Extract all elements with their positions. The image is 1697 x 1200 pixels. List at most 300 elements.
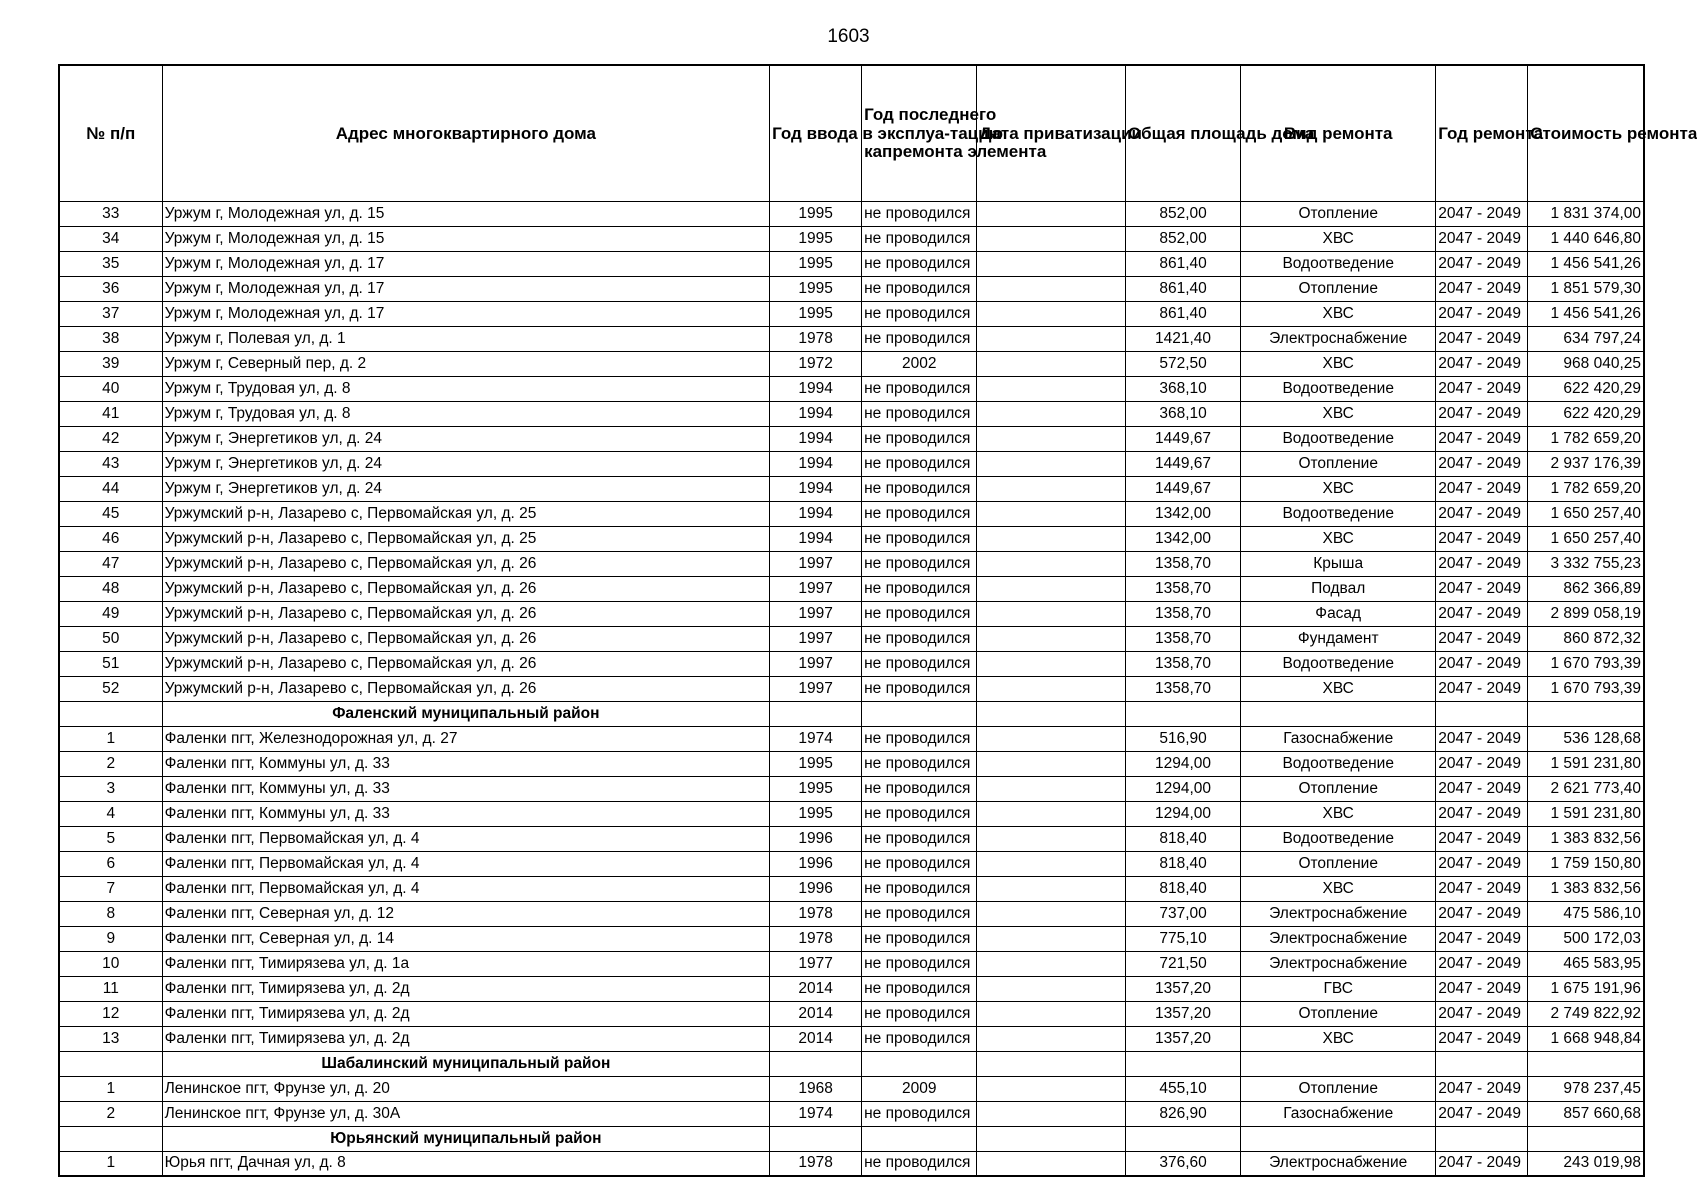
privatization-cell: [977, 451, 1126, 476]
table-row: [59, 201, 1644, 226]
last-repair-cell: не проводился: [862, 201, 977, 226]
cost-cell: 978 237,45: [1528, 1076, 1644, 1101]
last-repair-cell: не проводился: [862, 801, 977, 826]
empty-cell: [1241, 1051, 1436, 1076]
repair-years-cell: 2047 - 2049: [1436, 326, 1528, 351]
repair-type-cell: ХВС: [1241, 876, 1436, 901]
repair-years-cell: 2047 - 2049: [1436, 951, 1528, 976]
row-number: 1: [59, 726, 162, 751]
privatization-cell: [977, 301, 1126, 326]
privatization-cell: [977, 276, 1126, 301]
table-row: [59, 301, 1644, 326]
last-repair-cell: не проводился: [862, 301, 977, 326]
repair-years-cell: 2047 - 2049: [1436, 501, 1528, 526]
repair-years-cell: 2047 - 2049: [1436, 301, 1528, 326]
area-cell: 1358,70: [1125, 651, 1240, 676]
cost-cell: 1 782 659,20: [1528, 476, 1644, 501]
year-built-cell: 1997: [770, 651, 862, 676]
area-cell: 818,40: [1125, 876, 1240, 901]
address-cell: Уржумский р-н, Лазарево с, Первомайская ул, д. 26: [162, 601, 770, 626]
cost-cell: 1 650 257,40: [1528, 526, 1644, 551]
last-repair-cell: не проводился: [862, 826, 977, 851]
repair-type-cell: Отопление: [1241, 451, 1436, 476]
repair-type-cell: ХВС: [1241, 226, 1436, 251]
row-number: 48: [59, 576, 162, 601]
row-number: 9: [59, 926, 162, 951]
table-row: [59, 351, 1644, 376]
area-cell: 1342,00: [1125, 526, 1240, 551]
last-repair-cell: не проводился: [862, 876, 977, 901]
table-row: [59, 576, 1644, 601]
table-row: [59, 1151, 1644, 1176]
repair-type-cell: Газоснабжение: [1241, 1101, 1436, 1126]
table-row: [59, 776, 1644, 801]
year-built-cell: 1994: [770, 376, 862, 401]
last-repair-cell: не проводился: [862, 601, 977, 626]
table-row: [59, 951, 1644, 976]
table-row: [59, 651, 1644, 676]
row-number: 7: [59, 876, 162, 901]
address-cell: Уржумский р-н, Лазарево с, Первомайская ул, д. 25: [162, 526, 770, 551]
repair-years-cell: 2047 - 2049: [1436, 1001, 1528, 1026]
area-cell: 1449,67: [1125, 426, 1240, 451]
last-repair-cell: не проводился: [862, 676, 977, 701]
row-number: 10: [59, 951, 162, 976]
repair-type-cell: ХВС: [1241, 676, 1436, 701]
row-number: 6: [59, 851, 162, 876]
table-row: [59, 901, 1644, 926]
repair-years-cell: 2047 - 2049: [1436, 1151, 1528, 1176]
privatization-cell: [977, 1101, 1126, 1126]
repair-years-cell: 2047 - 2049: [1436, 251, 1528, 276]
table-row: [59, 676, 1644, 701]
empty-cell: [1528, 1051, 1644, 1076]
last-repair-cell: не проводился: [862, 376, 977, 401]
row-number: 51: [59, 651, 162, 676]
area-cell: 1358,70: [1125, 626, 1240, 651]
area-cell: 861,40: [1125, 301, 1240, 326]
repair-type-cell: Отопление: [1241, 1076, 1436, 1101]
year-built-cell: 1997: [770, 601, 862, 626]
repair-type-cell: ГВС: [1241, 976, 1436, 1001]
district-header-row: [59, 1051, 1644, 1076]
last-repair-cell: не проводился: [862, 1001, 977, 1026]
cost-cell: 857 660,68: [1528, 1101, 1644, 1126]
table-row: [59, 826, 1644, 851]
row-number: 5: [59, 826, 162, 851]
area-cell: 1358,70: [1125, 676, 1240, 701]
row-number: 36: [59, 276, 162, 301]
area-cell: 737,00: [1125, 901, 1240, 926]
table-row: [59, 376, 1644, 401]
repair-type-cell: Водоотведение: [1241, 426, 1436, 451]
address-cell: Уржум г, Молодежная ул, д. 15: [162, 226, 770, 251]
repair-schedule-table: [58, 64, 1697, 1177]
year-built-cell: 1997: [770, 676, 862, 701]
repair-years-cell: 2047 - 2049: [1436, 426, 1528, 451]
district-name: Юрьянский муниципальный район: [162, 1126, 770, 1151]
row-number: 47: [59, 551, 162, 576]
empty-cell: [59, 1126, 162, 1151]
year-built-cell: 1978: [770, 901, 862, 926]
table-row: [59, 626, 1644, 651]
repair-years-cell: 2047 - 2049: [1436, 676, 1528, 701]
row-number: 45: [59, 501, 162, 526]
area-cell: 1342,00: [1125, 501, 1240, 526]
repair-type-cell: Подвал: [1241, 576, 1436, 601]
repair-type-cell: Водоотведение: [1241, 501, 1436, 526]
header-privatization: Дата приватизации: [977, 65, 1126, 201]
area-cell: 1294,00: [1125, 751, 1240, 776]
empty-cell: [770, 701, 862, 726]
cost-cell: 2 899 058,19: [1528, 601, 1644, 626]
row-number: 50: [59, 626, 162, 651]
privatization-cell: [977, 376, 1126, 401]
privatization-cell: [977, 726, 1126, 751]
last-repair-cell: не проводился: [862, 776, 977, 801]
cost-cell: 1 456 541,26: [1528, 301, 1644, 326]
cost-cell: 2 621 773,40: [1528, 776, 1644, 801]
cost-cell: 1 383 832,56: [1528, 876, 1644, 901]
repair-type-cell: Водоотведение: [1241, 376, 1436, 401]
header-repair-years: Год ремонта: [1436, 65, 1528, 201]
address-cell: Уржумский р-н, Лазарево с, Первомайская ул, д. 25: [162, 501, 770, 526]
repair-years-cell: 2047 - 2049: [1436, 526, 1528, 551]
repair-years-cell: 2047 - 2049: [1436, 551, 1528, 576]
empty-cell: [1125, 701, 1240, 726]
repair-type-cell: Отопление: [1241, 276, 1436, 301]
empty-cell: [1125, 1051, 1240, 1076]
repair-years-cell: 2047 - 2049: [1436, 226, 1528, 251]
area-cell: 1449,67: [1125, 476, 1240, 501]
last-repair-cell: не проводился: [862, 951, 977, 976]
year-built-cell: 1994: [770, 476, 862, 501]
row-number: 40: [59, 376, 162, 401]
privatization-cell: [977, 351, 1126, 376]
year-built-cell: 1996: [770, 851, 862, 876]
address-cell: Фаленки пгт, Железнодорожная ул, д. 27: [162, 726, 770, 751]
last-repair-cell: не проводился: [862, 226, 977, 251]
repair-type-cell: Фасад: [1241, 601, 1436, 626]
area-cell: 775,10: [1125, 926, 1240, 951]
privatization-cell: [977, 926, 1126, 951]
year-built-cell: 1995: [770, 301, 862, 326]
repair-years-cell: 2047 - 2049: [1436, 1101, 1528, 1126]
empty-cell: [977, 1051, 1126, 1076]
last-repair-cell: не проводился: [862, 1151, 977, 1176]
year-built-cell: 1995: [770, 776, 862, 801]
year-built-cell: 1978: [770, 1151, 862, 1176]
table-row: [59, 976, 1644, 1001]
area-cell: 1294,00: [1125, 801, 1240, 826]
cost-cell: 1 675 191,96: [1528, 976, 1644, 1001]
cost-cell: 1 456 541,26: [1528, 251, 1644, 276]
row-number: 1: [59, 1076, 162, 1101]
repair-type-cell: Водоотведение: [1241, 251, 1436, 276]
repair-type-cell: Отопление: [1241, 201, 1436, 226]
area-cell: 852,00: [1125, 226, 1240, 251]
cost-cell: 860 872,32: [1528, 626, 1644, 651]
repair-type-cell: Отопление: [1241, 851, 1436, 876]
cost-cell: 1 670 793,39: [1528, 676, 1644, 701]
year-built-cell: 1972: [770, 351, 862, 376]
privatization-cell: [977, 426, 1126, 451]
row-number: 1: [59, 1151, 162, 1176]
cost-cell: 465 583,95: [1528, 951, 1644, 976]
area-cell: 368,10: [1125, 401, 1240, 426]
repair-years-cell: 2047 - 2049: [1436, 376, 1528, 401]
cost-cell: 1 759 150,80: [1528, 851, 1644, 876]
cost-cell: 3 332 755,23: [1528, 551, 1644, 576]
table-row: [59, 876, 1644, 901]
table-row: [59, 726, 1644, 751]
cost-cell: 1 670 793,39: [1528, 651, 1644, 676]
cost-cell: 1 782 659,20: [1528, 426, 1644, 451]
table-row: [59, 226, 1644, 251]
last-repair-cell: не проводился: [862, 926, 977, 951]
year-built-cell: 1994: [770, 451, 862, 476]
year-built-cell: 1994: [770, 526, 862, 551]
district-name: Шабалинский муниципальный район: [162, 1051, 770, 1076]
year-built-cell: 2014: [770, 1001, 862, 1026]
privatization-cell: [977, 1026, 1126, 1051]
area-cell: 1357,20: [1125, 1001, 1240, 1026]
area-cell: 1449,67: [1125, 451, 1240, 476]
year-built-cell: 1968: [770, 1076, 862, 1101]
table-row: [59, 601, 1644, 626]
cost-cell: 1 591 231,80: [1528, 801, 1644, 826]
address-cell: Юрья пгт, Дачная ул, д. 8: [162, 1151, 770, 1176]
year-built-cell: 1997: [770, 551, 862, 576]
address-cell: Уржумский р-н, Лазарево с, Первомайская ул, д. 26: [162, 576, 770, 601]
privatization-cell: [977, 826, 1126, 851]
repair-years-cell: 2047 - 2049: [1436, 1026, 1528, 1051]
address-cell: Фаленки пгт, Тимирязева ул, д. 1а: [162, 951, 770, 976]
row-number: 3: [59, 776, 162, 801]
cost-cell: 2 749 822,92: [1528, 1001, 1644, 1026]
last-repair-cell: не проводился: [862, 976, 977, 1001]
table-row: [59, 526, 1644, 551]
empty-cell: [1436, 701, 1528, 726]
address-cell: Уржум г, Молодежная ул, д. 15: [162, 201, 770, 226]
repair-years-cell: 2047 - 2049: [1436, 476, 1528, 501]
last-repair-cell: не проводился: [862, 901, 977, 926]
address-cell: Фаленки пгт, Тимирязева ул, д. 2д: [162, 976, 770, 1001]
table-row: [59, 251, 1644, 276]
year-built-cell: 1995: [770, 801, 862, 826]
empty-cell: [59, 1051, 162, 1076]
repair-type-cell: Водоотведение: [1241, 651, 1436, 676]
privatization-cell: [977, 201, 1126, 226]
year-built-cell: 1974: [770, 1101, 862, 1126]
privatization-cell: [977, 651, 1126, 676]
repair-years-cell: 2047 - 2049: [1436, 926, 1528, 951]
address-cell: Уржум г, Северный пер, д. 2: [162, 351, 770, 376]
privatization-cell: [977, 976, 1126, 1001]
repair-years-cell: 2047 - 2049: [1436, 451, 1528, 476]
area-cell: 818,40: [1125, 851, 1240, 876]
address-cell: Ленинское пгт, Фрунзе ул, д. 20: [162, 1076, 770, 1101]
last-repair-cell: не проводился: [862, 276, 977, 301]
repair-type-cell: ХВС: [1241, 1026, 1436, 1051]
repair-years-cell: 2047 - 2049: [1436, 876, 1528, 901]
table-row: [59, 426, 1644, 451]
empty-cell: [977, 701, 1126, 726]
last-repair-cell: не проводился: [862, 251, 977, 276]
last-repair-cell: не проводился: [862, 626, 977, 651]
privatization-cell: [977, 401, 1126, 426]
repair-years-cell: 2047 - 2049: [1436, 601, 1528, 626]
last-repair-cell: не проводился: [862, 651, 977, 676]
header-last-repair-top: Год последнего: [864, 105, 997, 125]
table-row: [59, 1101, 1644, 1126]
repair-type-cell: Электроснабжение: [1241, 326, 1436, 351]
empty-cell: [1241, 701, 1436, 726]
table-row: [59, 926, 1644, 951]
empty-cell: [770, 1051, 862, 1076]
cost-cell: 2 937 176,39: [1528, 451, 1644, 476]
empty-cell: [1436, 1051, 1528, 1076]
row-number: 38: [59, 326, 162, 351]
header-address: Адрес многоквартирного дома: [162, 65, 770, 201]
year-built-cell: 1995: [770, 276, 862, 301]
year-built-cell: 1996: [770, 826, 862, 851]
repair-type-cell: Крыша: [1241, 551, 1436, 576]
privatization-cell: [977, 551, 1126, 576]
repair-type-cell: Фундамент: [1241, 626, 1436, 651]
privatization-cell: [977, 1076, 1126, 1101]
area-cell: 455,10: [1125, 1076, 1240, 1101]
area-cell: 1357,20: [1125, 1026, 1240, 1051]
address-cell: Фаленки пгт, Первомайская ул, д. 4: [162, 876, 770, 901]
address-cell: Уржум г, Энергетиков ул, д. 24: [162, 451, 770, 476]
repair-type-cell: Электроснабжение: [1241, 926, 1436, 951]
row-number: 35: [59, 251, 162, 276]
year-built-cell: 1995: [770, 251, 862, 276]
repair-type-cell: Водоотведение: [1241, 751, 1436, 776]
row-number: 2: [59, 751, 162, 776]
repair-years-cell: 2047 - 2049: [1436, 626, 1528, 651]
address-cell: Фаленки пгт, Тимирязева ул, д. 2д: [162, 1001, 770, 1026]
row-number: 2: [59, 1101, 162, 1126]
repair-years-cell: 2047 - 2049: [1436, 651, 1528, 676]
repair-type-cell: Отопление: [1241, 776, 1436, 801]
repair-years-cell: 2047 - 2049: [1436, 851, 1528, 876]
year-built-cell: 1997: [770, 626, 862, 651]
last-repair-cell: не проводился: [862, 1101, 977, 1126]
year-built-cell: 1995: [770, 751, 862, 776]
address-cell: Уржум г, Трудовая ул, д. 8: [162, 401, 770, 426]
privatization-cell: [977, 1151, 1126, 1176]
row-number: 42: [59, 426, 162, 451]
cost-cell: 634 797,24: [1528, 326, 1644, 351]
table-row: [59, 751, 1644, 776]
table-row: [59, 851, 1644, 876]
year-built-cell: 1977: [770, 951, 862, 976]
repair-years-cell: 2047 - 2049: [1436, 776, 1528, 801]
repair-type-cell: ХВС: [1241, 476, 1436, 501]
last-repair-cell: не проводился: [862, 476, 977, 501]
row-number: 46: [59, 526, 162, 551]
table-row: [59, 401, 1644, 426]
empty-cell: [1528, 1126, 1644, 1151]
privatization-cell: [977, 226, 1126, 251]
year-built-cell: 1994: [770, 501, 862, 526]
row-number: 8: [59, 901, 162, 926]
address-cell: Фаленки пгт, Тимирязева ул, д. 2д: [162, 1026, 770, 1051]
cost-cell: 1 383 832,56: [1528, 826, 1644, 851]
table-row: [59, 501, 1644, 526]
table-row: [59, 1026, 1644, 1051]
year-built-cell: 2014: [770, 976, 862, 1001]
header-last-repair-bottom: капремонта элемента: [864, 142, 1047, 162]
row-number: 49: [59, 601, 162, 626]
row-number: 4: [59, 801, 162, 826]
address-cell: Ленинское пгт, Фрунзе ул, д. 30А: [162, 1101, 770, 1126]
table-row: [59, 1001, 1644, 1026]
last-repair-cell: не проводился: [862, 326, 977, 351]
cost-cell: 1 440 646,80: [1528, 226, 1644, 251]
area-cell: 861,40: [1125, 251, 1240, 276]
year-built-cell: 1997: [770, 576, 862, 601]
header-cost: Стоимость ремонта: [1528, 65, 1644, 201]
table-body: [59, 201, 1644, 1176]
area-cell: 376,60: [1125, 1151, 1240, 1176]
area-cell: 516,90: [1125, 726, 1240, 751]
privatization-cell: [977, 801, 1126, 826]
year-built-cell: 1978: [770, 326, 862, 351]
cost-cell: 968 040,25: [1528, 351, 1644, 376]
repair-type-cell: Газоснабжение: [1241, 726, 1436, 751]
district-header-row: [59, 1126, 1644, 1151]
empty-cell: [1125, 1126, 1240, 1151]
privatization-cell: [977, 526, 1126, 551]
address-cell: Фаленки пгт, Коммуны ул, д. 33: [162, 801, 770, 826]
repair-years-cell: 2047 - 2049: [1436, 751, 1528, 776]
header-repair-type: Вид ремонта: [1241, 65, 1436, 201]
cost-cell: 1 650 257,40: [1528, 501, 1644, 526]
repair-years-cell: 2047 - 2049: [1436, 976, 1528, 1001]
table-row: [59, 276, 1644, 301]
address-cell: Уржум г, Молодежная ул, д. 17: [162, 276, 770, 301]
privatization-cell: [977, 851, 1126, 876]
privatization-cell: [977, 951, 1126, 976]
area-cell: 368,10: [1125, 376, 1240, 401]
page-number: 1603: [827, 26, 870, 47]
address-cell: Уржум г, Полевая ул, д. 1: [162, 326, 770, 351]
row-number: 13: [59, 1026, 162, 1051]
cost-cell: 622 420,29: [1528, 376, 1644, 401]
privatization-cell: [977, 676, 1126, 701]
address-cell: Фаленки пгт, Коммуны ул, д. 33: [162, 776, 770, 801]
privatization-cell: [977, 776, 1126, 801]
table-row: [59, 476, 1644, 501]
cost-cell: 1 668 948,84: [1528, 1026, 1644, 1051]
privatization-cell: [977, 751, 1126, 776]
repair-years-cell: 2047 - 2049: [1436, 401, 1528, 426]
area-cell: 861,40: [1125, 276, 1240, 301]
cost-cell: 862 366,89: [1528, 576, 1644, 601]
last-repair-cell: 2002: [862, 351, 977, 376]
last-repair-cell: не проводился: [862, 726, 977, 751]
cost-cell: 1 831 374,00: [1528, 201, 1644, 226]
empty-cell: [862, 1126, 977, 1151]
empty-cell: [977, 1126, 1126, 1151]
address-cell: Уржумский р-н, Лазарево с, Первомайская ул, д. 26: [162, 626, 770, 651]
row-number: 12: [59, 1001, 162, 1026]
last-repair-cell: не проводился: [862, 751, 977, 776]
empty-cell: [1241, 1126, 1436, 1151]
